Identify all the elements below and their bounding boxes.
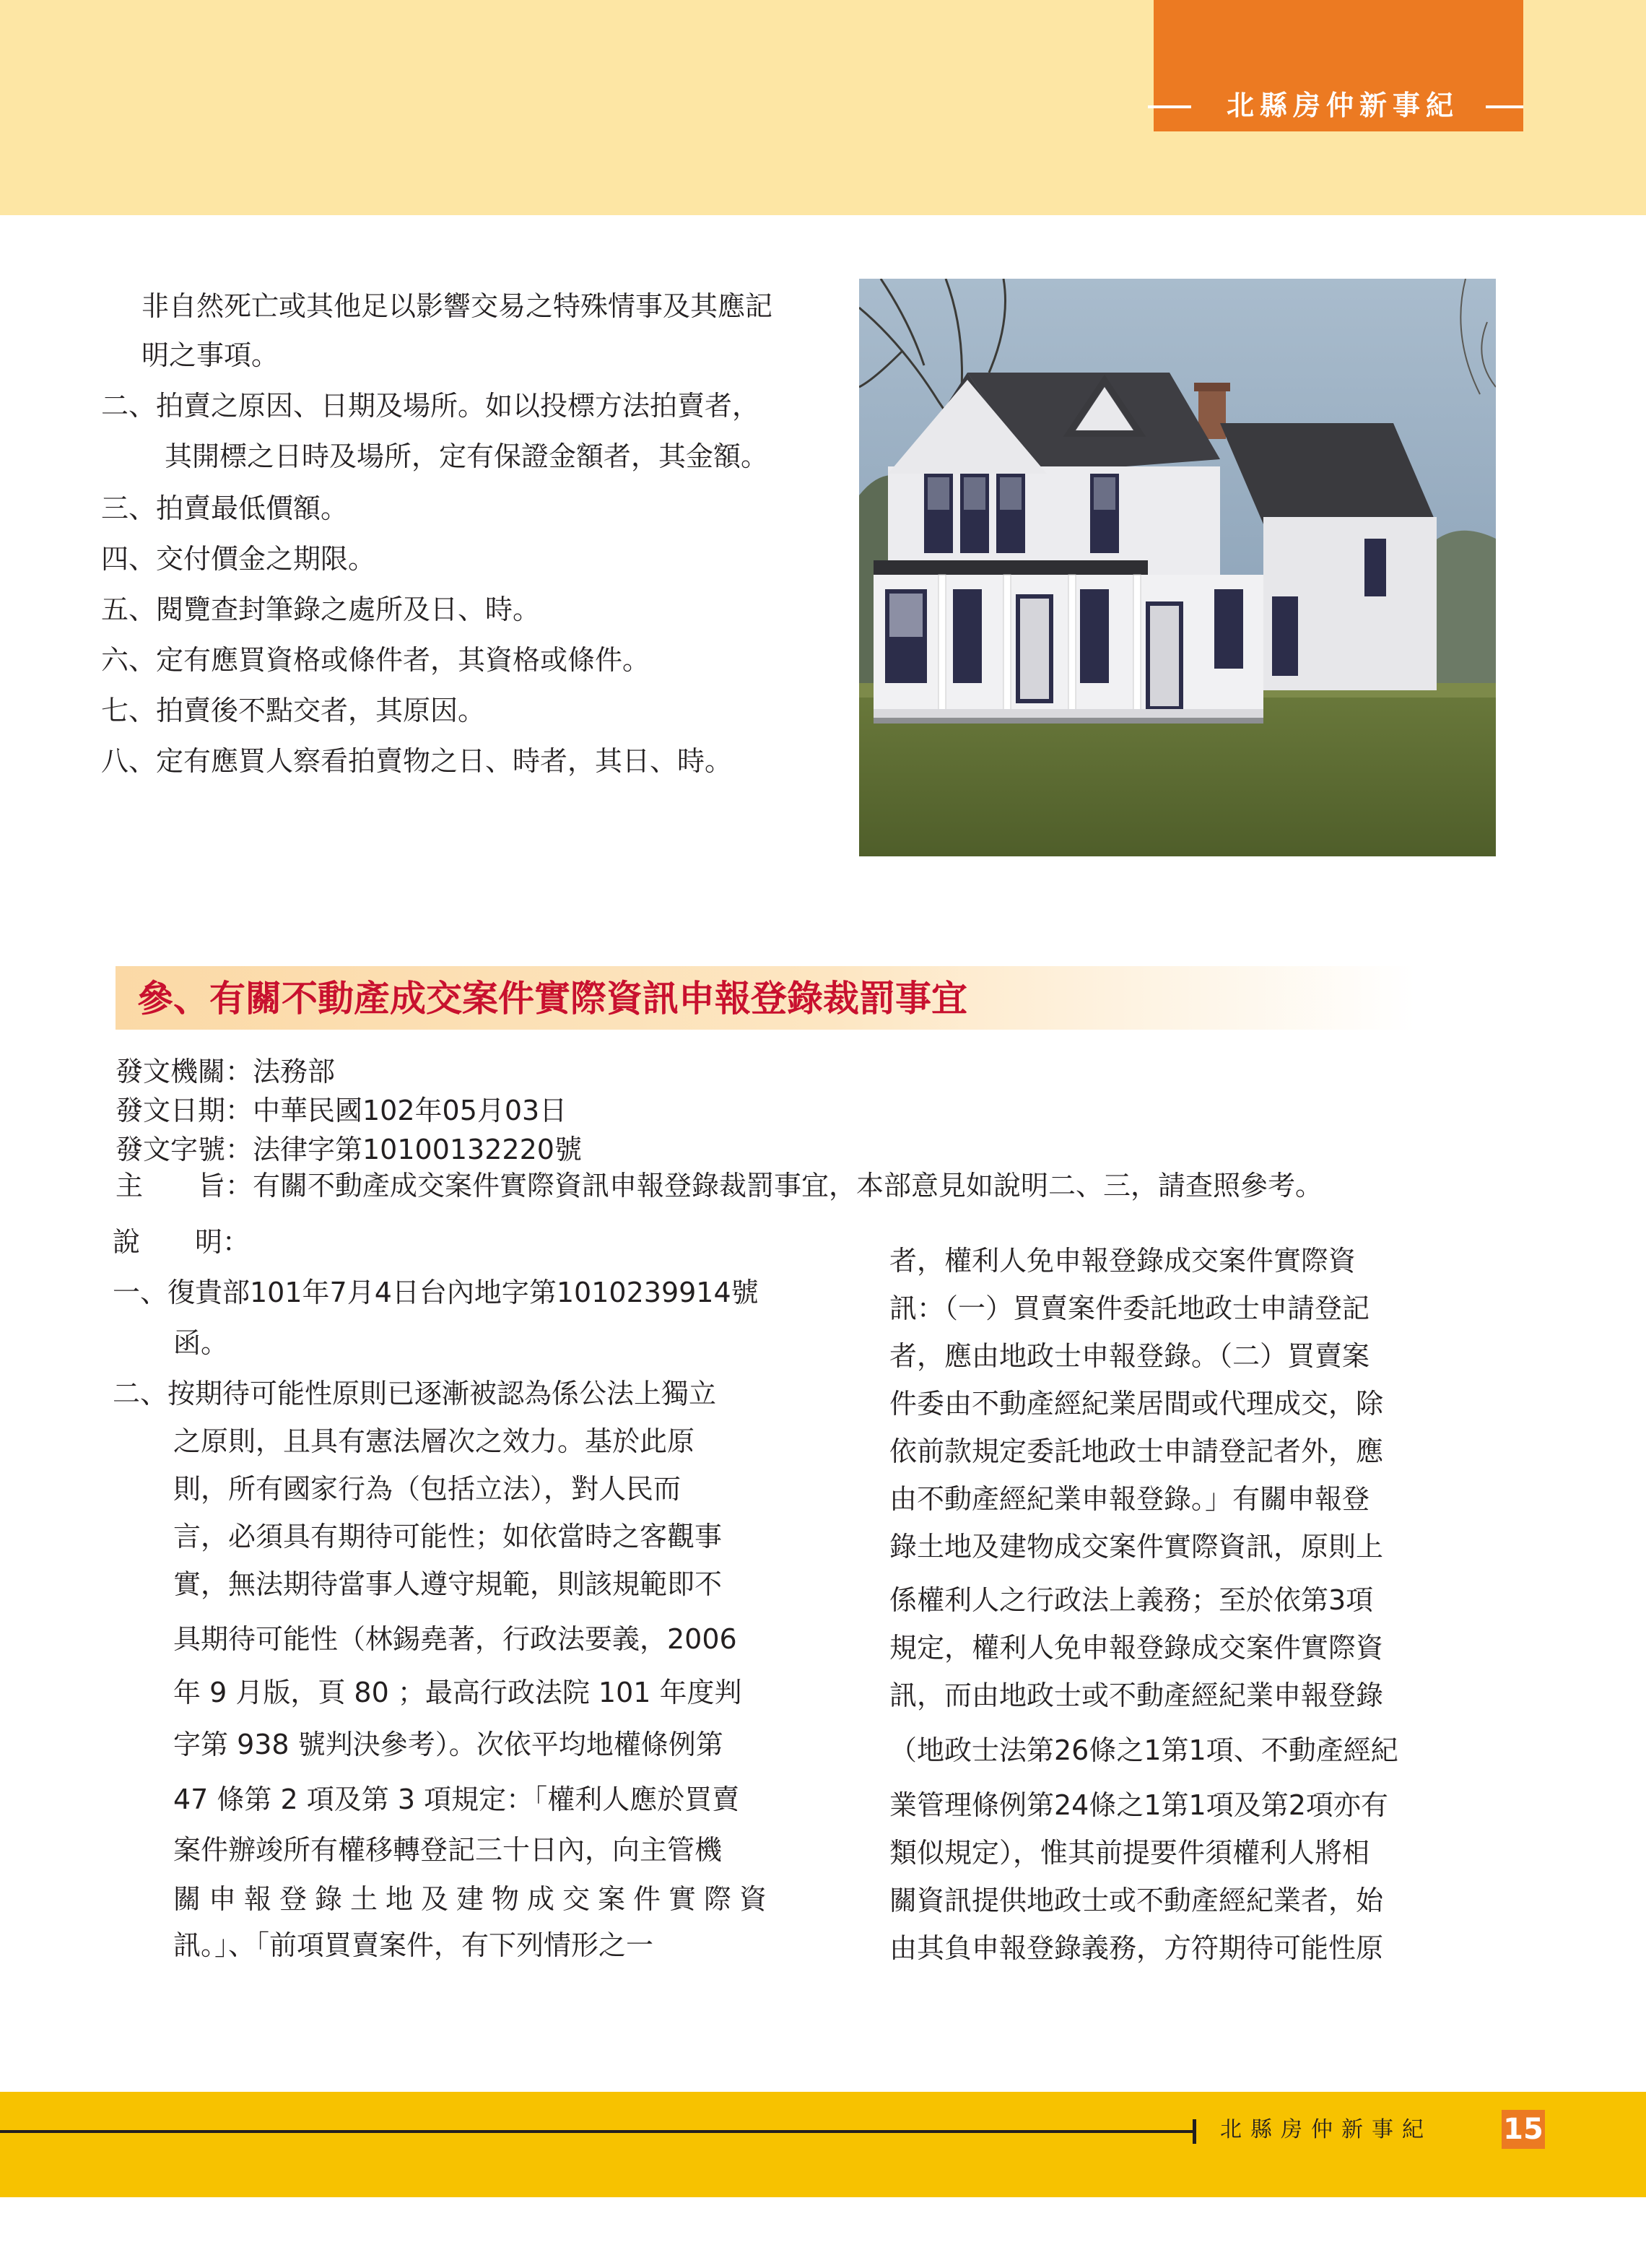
list-item: 明之事項。 — [141, 339, 279, 371]
brand-line-left — [1148, 105, 1191, 108]
list-item: 案件辦竣所有權移轉登記三十日內，向主管機 — [173, 1834, 723, 1866]
list-item: 言，必須具有期待可能性；如依當時之客觀事 — [173, 1521, 723, 1552]
list-item: 一、復貴部101年7月4日台內地字第1010239914號 — [113, 1277, 759, 1308]
list-item: 七、拍賣後不點交者，其原因。 — [101, 695, 486, 726]
list-item: 由其負申報登錄義務，方符期待可能性原 — [889, 1932, 1384, 1964]
list-item: 非自然死亡或其他足以影響交易之特殊情事及其應記 — [141, 290, 773, 322]
list-item: 關申報登錄土地及建物成交案件實際資 — [173, 1883, 775, 1915]
list-item: 業管理條例第24條之1第1項及第2項亦有 — [889, 1789, 1388, 1821]
list-item: （地政士法第26條之1第1項、不動產經紀 — [889, 1734, 1398, 1766]
house-photo — [859, 279, 1496, 856]
meta-date: 發文日期：中華民國102年05月03日 — [116, 1095, 567, 1126]
list-item: 函。 — [173, 1327, 229, 1359]
list-item: 五、閱覽查封筆錄之處所及日、時。 — [101, 594, 541, 625]
list-item: 錄土地及建物成交案件實際資訊，原則上 — [889, 1531, 1384, 1563]
list-item: 規定，權利人免申報登錄成交案件實際資 — [889, 1632, 1384, 1664]
list-item: 具期待可能性（林錫堯著，行政法要義，2006 — [173, 1623, 737, 1655]
list-item: 係權利人之行政法上義務；至於依第3項 — [889, 1584, 1374, 1616]
list-item: 二、按期待可能性原則已逐漸被認為係公法上獨立 — [113, 1378, 717, 1409]
list-item: 依前款規定委託地政士申請登記者外，應 — [889, 1435, 1384, 1467]
list-item: 四、交付價金之期限。 — [101, 543, 376, 575]
footer-title: 北縣房仲新事紀 — [1220, 2117, 1432, 2142]
meta-doc-number: 發文字號：法律字第10100132220號 — [116, 1134, 582, 1165]
list-item: 二、拍賣之原因、日期及場所。如以投標方法拍賣者， — [101, 390, 760, 422]
list-item: 47 條第 2 項及第 3 項規定：「權利人應於買賣 — [173, 1783, 740, 1815]
footer-rule — [0, 2130, 1193, 2133]
list-item: 件委由不動產經紀業居間或代理成交，除 — [889, 1388, 1384, 1420]
list-item: 類似規定），惟其前提要件須權利人將相 — [889, 1837, 1370, 1869]
meta-agency: 發文機關：法務部 — [116, 1056, 336, 1087]
footer-tick — [1193, 2119, 1196, 2144]
explanation-heading: 說 明： — [113, 1226, 251, 1258]
list-item: 則，所有國家行為（包括立法），對人民而 — [173, 1473, 682, 1505]
list-item: 訊。」、「前項買賣案件，有下列情形之一 — [173, 1929, 654, 1961]
brand-title: 北縣房仲新事紀 — [1226, 90, 1459, 121]
brand-line-right — [1486, 105, 1523, 108]
list-item: 之原則，且具有憲法層次之效力。基於此原 — [173, 1425, 695, 1457]
list-item: 三、拍賣最低價額。 — [101, 492, 349, 524]
list-item: 者，權利人免申報登錄成交案件實際資 — [889, 1245, 1357, 1277]
list-item: 訊，而由地政士或不動產經紀業申報登錄 — [889, 1680, 1384, 1711]
page-number: 15 — [1502, 2110, 1545, 2149]
list-item: 年 9 月版，頁 80 ；最高行政法院 101 年度判 — [173, 1677, 742, 1708]
list-item: 六、定有應買資格或條件者，其資格或條件。 — [101, 644, 650, 676]
list-item: 字第 938 號判決參考）。次依平均地權條例第 — [173, 1729, 723, 1760]
list-item: 實，無法期待當事人遵守規範，則該規範即不 — [173, 1568, 723, 1600]
section-title: 參、有關不動產成交案件實際資訊申報登錄裁罰事宜 — [137, 978, 967, 1020]
list-item: 訊：（一）買賣案件委託地政士申請登記 — [889, 1292, 1370, 1324]
list-item: 者，應由地政士申報登錄。（二）買賣案 — [889, 1340, 1370, 1372]
list-item: 其開標之日時及場所，定有保證金額者，其金額。 — [165, 440, 769, 472]
list-item: 關資訊提供地政士或不動產經紀業者，始 — [889, 1885, 1384, 1916]
list-item: 由不動產經紀業申報登錄。」有關申報登 — [889, 1483, 1370, 1515]
meta-subject: 主 旨：有關不動產成交案件實際資訊申報登錄裁罰事宜，本部意見如說明二、三，請查照參考。 — [116, 1170, 1323, 1202]
list-item: 八、定有應買人察看拍賣物之日、時者，其日、時。 — [101, 745, 733, 777]
